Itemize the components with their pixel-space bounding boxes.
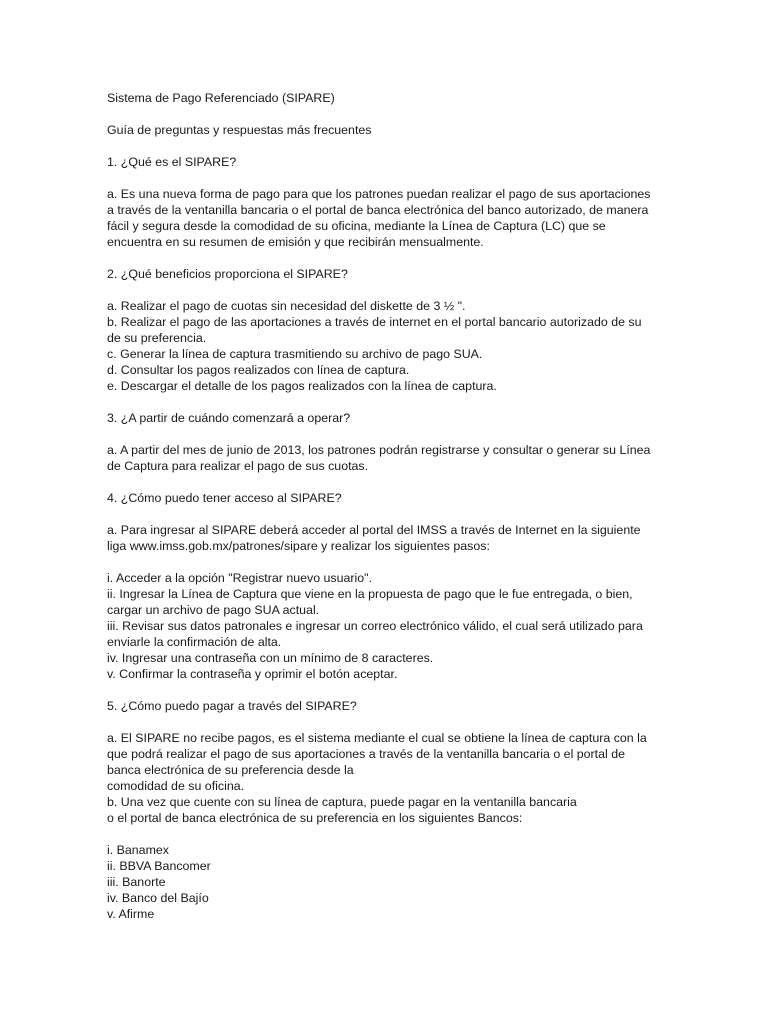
steps-list bbox=[107, 570, 667, 682]
question-3: 3. ¿A partir de cuándo comenzará a operar? bbox=[107, 411, 351, 425]
answer-line: fácil y segura desde la comodidad de su oficina, mediante la Línea de Captura (LC) que se bbox=[107, 219, 606, 233]
answer-line: a. Realizar el pago de cuotas sin necesidad del diskette de 3 ½ ". bbox=[107, 299, 466, 313]
list-item: iv. Ingresar una contraseña con un mínimo de 8 caracteres. bbox=[107, 651, 434, 665]
list-item: iii. Banorte bbox=[107, 875, 166, 889]
list-item: iii. Revisar sus datos patronales e ingresar un correo electrónico válido, el cual será utilizado para bbox=[107, 619, 643, 633]
answer-line: encuentra en su resumen de emisión y que recibirán mensualmente. bbox=[107, 235, 484, 249]
list-item: ii. Ingresar la Línea de Captura que viene en la propuesta de pago que le fue entregada, o bien, bbox=[107, 587, 633, 601]
banks-list bbox=[107, 842, 667, 922]
list-item: cargar un archivo de pago SUA actual. bbox=[107, 603, 320, 617]
answer-line: o el portal de banca electrónica de su preferencia en los siguientes Bancos: bbox=[107, 811, 523, 825]
answer-line: que podrá realizar el pago de sus aportaciones a través de la ventanilla bancaria o el portal de bbox=[107, 747, 625, 761]
document-subtitle: Guía de preguntas y respuestas más frecuentes bbox=[107, 123, 372, 137]
question-1: 1. ¿Qué es el SIPARE? bbox=[107, 155, 237, 169]
question-4: 4. ¿Cómo puedo tener acceso al SIPARE? bbox=[107, 491, 342, 505]
answer-5 bbox=[107, 730, 667, 826]
answer-line: a. A partir del mes de junio de 2013, los patrones podrán registrarse y consultar o generar su Línea bbox=[107, 443, 651, 457]
list-item: i. Banamex bbox=[107, 843, 169, 857]
answer-line: d. Consultar los pagos realizados con línea de captura. bbox=[107, 363, 410, 377]
answer-2 bbox=[107, 298, 667, 394]
answer-line: e. Descargar el detalle de los pagos realizados con la línea de captura. bbox=[107, 379, 497, 393]
answer-line: comodidad de su oficina. bbox=[107, 779, 245, 793]
question-5: 5. ¿Cómo puedo pagar a través del SIPARE? bbox=[107, 699, 357, 713]
document-body bbox=[107, 90, 667, 922]
list-item: v. Afirme bbox=[107, 907, 155, 921]
answer-line: a. El SIPARE no recibe pagos, es el sistema mediante el cual se obtiene la línea de captura con la bbox=[107, 731, 647, 745]
list-item: ii. BBVA Bancomer bbox=[107, 859, 211, 873]
answer-line: a través de la ventanilla bancaria o el portal de banca electrónica del banco autorizado, de manera bbox=[107, 203, 649, 217]
list-item: i. Acceder a la opción "Registrar nuevo usuario". bbox=[107, 571, 373, 585]
answer-line: liga www.imss.gob.mx/patrones/sipare y realizar los siguientes pasos: bbox=[107, 539, 490, 553]
answer-line: de su preferencia. bbox=[107, 331, 207, 345]
answer-1 bbox=[107, 186, 667, 250]
answer-line: a. Para ingresar al SIPARE deberá acceder al portal del IMSS a través de Internet en la siguiente bbox=[107, 523, 641, 537]
answer-line: c. Generar la línea de captura trasmitiendo su archivo de pago SUA. bbox=[107, 347, 483, 361]
document-title: Sistema de Pago Referenciado (SIPARE) bbox=[107, 91, 335, 105]
answer-line: b. Una vez que cuente con su línea de captura, puede pagar en la ventanilla bancaria bbox=[107, 795, 577, 809]
list-item: iv. Banco del Bajío bbox=[107, 891, 209, 905]
answer-line: b. Realizar el pago de las aportaciones a través de internet en el portal bancario autorizado de su bbox=[107, 315, 642, 329]
question-2: 2. ¿Qué beneficios proporciona el SIPARE? bbox=[107, 267, 348, 281]
list-item: v. Confirmar la contraseña y oprimir el botón aceptar. bbox=[107, 667, 398, 681]
answer-line: banca electrónica de su preferencia desde la bbox=[107, 763, 354, 777]
answer-line: a. Es una nueva forma de pago para que los patrones puedan realizar el pago de sus aportaciones bbox=[107, 187, 651, 201]
answer-line: de Captura para realizar el pago de sus cuotas. bbox=[107, 459, 369, 473]
answer-3 bbox=[107, 442, 667, 474]
list-item: enviarle la confirmación de alta. bbox=[107, 635, 282, 649]
answer-4 bbox=[107, 522, 667, 554]
